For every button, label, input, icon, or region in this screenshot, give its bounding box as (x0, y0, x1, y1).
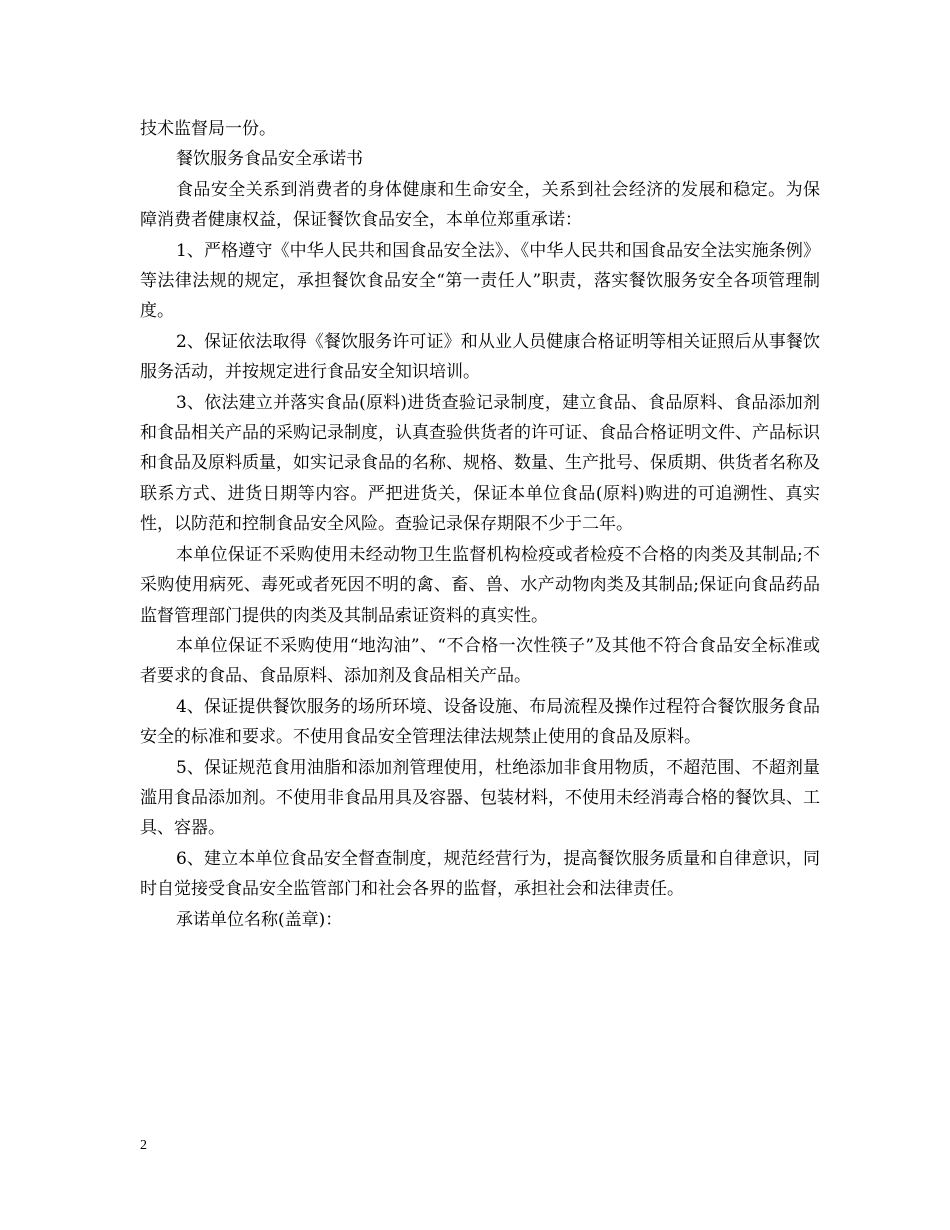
paragraph-continuation: 技术监督局一份。 (140, 119, 276, 139)
paragraph-item-2: 2、保证依法取得《餐饮服务许可证》和从业人员健康合格证明等相关证照后从事餐饮服务活动，并按规定进行食品安全知识培训。 (140, 331, 820, 383)
signature-line: 承诺单位名称(盖章)： (176, 909, 343, 930)
document-body (140, 114, 820, 935)
paragraph-item-5: 5、保证规范食用油脂和添加剂管理使用，杜绝添加非食用物质，不超范围、不超剂量滥用食品添加剂。不使用非食品用具及容器、包装材料，不使用未经消毒合格的餐饮具、工具、容器。 (140, 757, 820, 839)
paragraph-item-3: 3、依法建立并落实食品(原料)进货查验记录制度，建立食品、食品原料、食品添加剂和食品相关产品的采购记录制度，认真查验供货者的许可证、食品合格证明文件、产品标识和食品及原料质量，如实记录食品的名称、规格、数量、生产批号、保质期、供货者名称及联系方式、进货日期等内容。严把进货关，保证本单位食品(原料)购进的可追溯性、真实性，以防范和控制食品安全风险。查验记录保存期限不少于二年。 (140, 392, 820, 535)
paragraph-oil-guarantee: 本单位保证不采购使用“地沟油”、“不合格一次性筷子”及其他不符合食品安全标准或者要求的食品、食品原料、添加剂及食品相关产品。 (140, 635, 820, 687)
paragraph-meat-guarantee: 本单位保证不采购使用未经动物卫生监督机构检疫或者检疫不合格的肉类及其制品;不采购使用病死、毒死或者死因不明的禽、畜、兽、水产动物肉类及其制品;保证向食品药品监督管理部门提供的肉类及其制品索证资料的真实性。 (140, 544, 820, 626)
paragraph-item-6: 6、建立本单位食品安全督查制度，规范经营行为，提高餐饮服务质量和自律意识，同时自觉接受食品安全监管部门和社会各界的监督，承担社会和法律责任。 (140, 848, 820, 900)
document-title: 餐饮服务食品安全承诺书 (176, 149, 363, 170)
paragraph-intro: 食品安全关系到消费者的身体健康和生命安全，关系到社会经济的发展和稳定。为保障消费者健康权益，保证餐饮食品安全，本单位郑重承诺： (140, 179, 820, 231)
page-number: 2 (140, 1138, 147, 1153)
paragraph-item-1: 1、严格遵守《中华人民共和国食品安全法》、《中华人民共和国食品安全法实施条例》等法律法规的规定，承担餐饮食品安全“第一责任人”职责，落实餐饮服务安全各项管理制度。 (140, 240, 820, 322)
paragraph-item-4: 4、保证提供餐饮服务的场所环境、设备设施、布局流程及操作过程符合餐饮服务食品安全的标准和要求。不使用食品安全管理法律法规禁止使用的食品及原料。 (140, 696, 820, 748)
